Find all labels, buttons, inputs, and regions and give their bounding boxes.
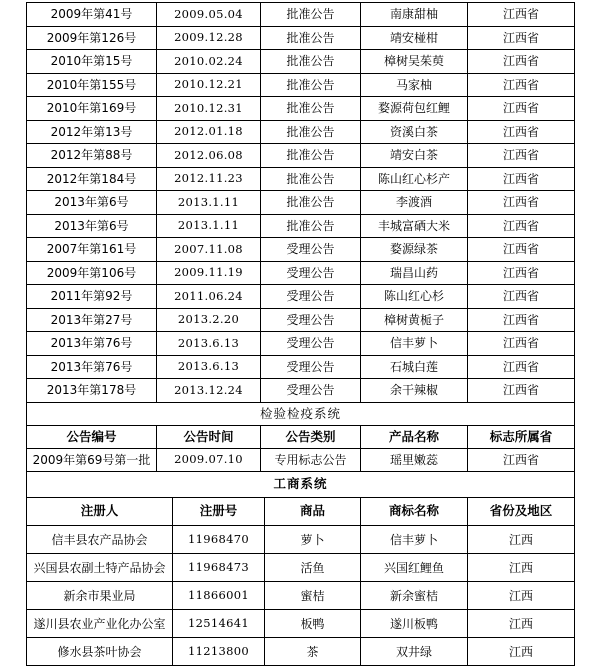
- region: 江西: [468, 526, 575, 554]
- province: 江西省: [468, 332, 575, 356]
- province: 江西省: [468, 97, 575, 121]
- table-row: [27, 355, 575, 379]
- announcement-date: 2010.02.24: [157, 50, 261, 74]
- announcement-type: 受理公告: [261, 238, 361, 262]
- announcement-number: 2009年第69号第一批: [27, 449, 157, 472]
- announcement-number: 2012年第13号: [27, 120, 157, 144]
- announcement-type: 批准公告: [261, 26, 361, 50]
- province: 江西省: [468, 73, 575, 97]
- table-row: [27, 238, 575, 262]
- product-name: 婺源荷包红鲤: [361, 97, 468, 121]
- product-name: 资溪白茶: [361, 120, 468, 144]
- table-row: [27, 26, 575, 50]
- announcement-date: 2012.01.18: [157, 120, 261, 144]
- announcement-type: 受理公告: [261, 261, 361, 285]
- announcement-type: 受理公告: [261, 332, 361, 356]
- announcement-date: 2010.12.21: [157, 73, 261, 97]
- column-header: 省份及地区: [468, 498, 575, 526]
- table-row: [27, 554, 575, 582]
- announcement-type: 批准公告: [261, 97, 361, 121]
- announcement-type: 批准公告: [261, 120, 361, 144]
- announcement-date: 2009.07.10: [157, 449, 261, 472]
- announcement-type: 批准公告: [261, 214, 361, 238]
- trademark-name: 信丰萝卜: [361, 526, 468, 554]
- product-name: 靖安白茶: [361, 144, 468, 168]
- registration-number: 12514641: [173, 610, 265, 638]
- province: 江西省: [468, 191, 575, 215]
- table-row: [27, 526, 575, 554]
- announcement-date: 2013.2.20: [157, 308, 261, 332]
- goods: 萝卜: [265, 526, 361, 554]
- announcement-number: 2007年第161号: [27, 238, 157, 262]
- inspection-section-title: 检验检疫系统: [27, 403, 575, 426]
- announcement-date: 2009.12.28: [157, 26, 261, 50]
- goods: 板鸭: [265, 610, 361, 638]
- announcement-type: 批准公告: [261, 3, 361, 27]
- table-row: [27, 97, 575, 121]
- column-header: 商品: [265, 498, 361, 526]
- announcement-date: 2009.05.04: [157, 3, 261, 27]
- province: 江西省: [468, 261, 575, 285]
- registration-number: 11866001: [173, 582, 265, 610]
- announcement-type: 受理公告: [261, 379, 361, 403]
- commerce-section-title: 工商系统: [27, 472, 575, 498]
- column-header: 产品名称: [361, 426, 468, 449]
- announcement-date: 2013.12.24: [157, 379, 261, 403]
- announcement-type: 批准公告: [261, 167, 361, 191]
- trademark-name: 新余蜜桔: [361, 582, 468, 610]
- province: 江西省: [468, 355, 575, 379]
- announcement-date: 2010.12.31: [157, 97, 261, 121]
- product-name: 马家柚: [361, 73, 468, 97]
- table-row: [27, 261, 575, 285]
- table-row: [27, 582, 575, 610]
- column-header: 注册人: [27, 498, 173, 526]
- announcement-number: 2012年第184号: [27, 167, 157, 191]
- province: 江西省: [468, 120, 575, 144]
- registrant: 新余市果业局: [27, 582, 173, 610]
- product-name: 丰城富硒大米: [361, 214, 468, 238]
- province: 江西省: [468, 167, 575, 191]
- approval-announcements-table: [26, 2, 575, 403]
- announcement-number: 2013年第178号: [27, 379, 157, 403]
- province: 江西省: [468, 144, 575, 168]
- product-name: 靖安椪柑: [361, 26, 468, 50]
- goods: 活鱼: [265, 554, 361, 582]
- announcement-number: 2009年第106号: [27, 261, 157, 285]
- announcement-type: 受理公告: [261, 355, 361, 379]
- goods: 蜜桔: [265, 582, 361, 610]
- announcement-number: 2013年第6号: [27, 214, 157, 238]
- column-header: 公告编号: [27, 426, 157, 449]
- table-row: [27, 3, 575, 27]
- inspection-header-row: [27, 426, 575, 449]
- announcement-date: 2013.6.13: [157, 355, 261, 379]
- registrant: 修水县茶叶协会: [27, 638, 173, 666]
- province: 江西省: [468, 379, 575, 403]
- product-name: 李渡酒: [361, 191, 468, 215]
- registrant: 遂川县农业产业化办公室: [27, 610, 173, 638]
- table-row: [27, 449, 575, 472]
- announcement-type: 批准公告: [261, 191, 361, 215]
- registration-number: 11213800: [173, 638, 265, 666]
- product-name: 樟树黄栀子: [361, 308, 468, 332]
- product-name: 婺源绿茶: [361, 238, 468, 262]
- table-row: [27, 332, 575, 356]
- announcement-number: 2009年第126号: [27, 26, 157, 50]
- approval-announcements-body: [27, 3, 575, 403]
- announcement-number: 2013年第76号: [27, 355, 157, 379]
- table-row: [27, 73, 575, 97]
- product-name: 樟树吴茱萸: [361, 50, 468, 74]
- announcement-number: 2009年第41号: [27, 3, 157, 27]
- table-row: [27, 120, 575, 144]
- column-header: 标志所属省: [468, 426, 575, 449]
- announcement-number: 2013年第76号: [27, 332, 157, 356]
- trademark-name: 兴国红鲤鱼: [361, 554, 468, 582]
- table-row: [27, 191, 575, 215]
- province: 江西省: [468, 238, 575, 262]
- table-row: [27, 167, 575, 191]
- announcement-number: 2013年第27号: [27, 308, 157, 332]
- registration-number: 11968470: [173, 526, 265, 554]
- announcement-type: 专用标志公告: [261, 449, 361, 472]
- region: 江西: [468, 638, 575, 666]
- table-row: [27, 50, 575, 74]
- announcement-type: 批准公告: [261, 144, 361, 168]
- announcement-number: 2010年第169号: [27, 97, 157, 121]
- product-name: 陈山红心杉产: [361, 167, 468, 191]
- announcement-date: 2013.6.13: [157, 332, 261, 356]
- announcement-date: 2012.06.08: [157, 144, 261, 168]
- announcement-date: 2013.1.11: [157, 191, 261, 215]
- announcement-number: 2013年第6号: [27, 191, 157, 215]
- province: 江西省: [468, 285, 575, 309]
- registration-number: 11968473: [173, 554, 265, 582]
- column-header: 注册号: [173, 498, 265, 526]
- trademark-name: 遂川板鸭: [361, 610, 468, 638]
- announcement-number: 2011年第92号: [27, 285, 157, 309]
- province: 江西省: [468, 50, 575, 74]
- region: 江西: [468, 610, 575, 638]
- table-row: [27, 308, 575, 332]
- announcement-type: 批准公告: [261, 50, 361, 74]
- region: 江西: [468, 554, 575, 582]
- province: 江西省: [468, 3, 575, 27]
- announcement-date: 2012.11.23: [157, 167, 261, 191]
- product-name: 陈山红心杉: [361, 285, 468, 309]
- product-name: 信丰萝卜: [361, 332, 468, 356]
- column-header: 商标名称: [361, 498, 468, 526]
- product-name: 余干辣椒: [361, 379, 468, 403]
- table-row: [27, 214, 575, 238]
- province: 江西省: [468, 26, 575, 50]
- province: 江西省: [468, 449, 575, 472]
- region: 江西: [468, 582, 575, 610]
- commerce-header-row: [27, 498, 575, 526]
- announcement-date: 2011.06.24: [157, 285, 261, 309]
- table-row: [27, 379, 575, 403]
- product-name: 南康甜柚: [361, 3, 468, 27]
- product-name: 瑞昌山药: [361, 261, 468, 285]
- table-row: [27, 638, 575, 666]
- trademark-name: 双井绿: [361, 638, 468, 666]
- province: 江西省: [468, 214, 575, 238]
- registrant: 信丰县农产品协会: [27, 526, 173, 554]
- product-name: 瑶里嫩蕊: [361, 449, 468, 472]
- announcement-number: 2010年第15号: [27, 50, 157, 74]
- announcement-date: 2007.11.08: [157, 238, 261, 262]
- table-row: [27, 144, 575, 168]
- product-name: 石城白莲: [361, 355, 468, 379]
- announcement-number: 2012年第88号: [27, 144, 157, 168]
- announcement-date: 2013.1.11: [157, 214, 261, 238]
- announcement-type: 受理公告: [261, 285, 361, 309]
- announcement-number: 2010年第155号: [27, 73, 157, 97]
- column-header: 公告类别: [261, 426, 361, 449]
- inspection-system-table: [26, 402, 575, 472]
- column-header: 公告时间: [157, 426, 261, 449]
- table-row: [27, 610, 575, 638]
- registrant: 兴国县农副土特产品协会: [27, 554, 173, 582]
- table-row: [27, 285, 575, 309]
- announcement-date: 2009.11.19: [157, 261, 261, 285]
- province: 江西省: [468, 308, 575, 332]
- announcement-type: 批准公告: [261, 73, 361, 97]
- announcement-type: 受理公告: [261, 308, 361, 332]
- goods: 茶: [265, 638, 361, 666]
- commerce-system-table: [26, 471, 575, 666]
